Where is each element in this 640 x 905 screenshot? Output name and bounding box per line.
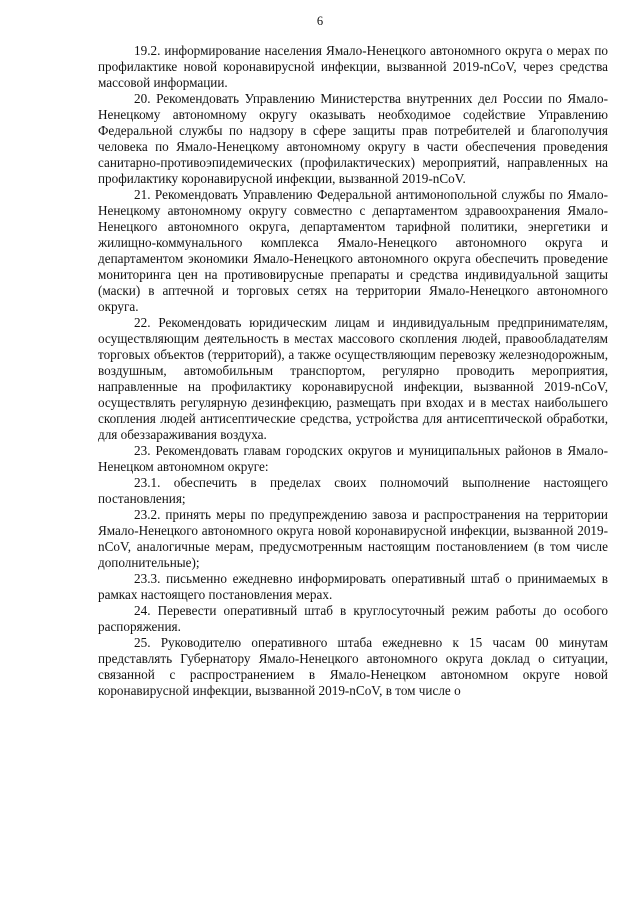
paragraph-19-2: 19.2. информирование населения Ямало-Ненецкого автономного округа о мерах по профилактике новой коронавирусной инфекции, вызванной 2019-nCoV, через средства массовой информации. — [98, 43, 608, 90]
document-body — [98, 43, 608, 699]
paragraph-22: 22. Рекомендовать юридическим лицам и индивидуальным предпринимателям, осуществляющим деятельность в местах массового скопления людей, правообладателям торговых объектов (территорий), а также осуществляющим перевозку железнодорожным, воздушным, автомобильным транспортом, регулярно проводить мероприятия, направленные на профилактику коронавирусной инфекции, вызванной 2019-nCoV, осуществлять регулярную дезинфекцию, размещать при входах и в местах наибольшего скопления людей антисептические средства, устройства для антисептической обработки, для обеззараживания воздуха. — [98, 315, 608, 442]
paragraph-23-3: 23.3. письменно ежедневно информировать оперативный штаб о принимаемых в рамках настоящего постановления мерах. — [98, 571, 608, 602]
paragraph-23-1: 23.1. обеспечить в пределах своих полномочий выполнение настоящего постановления; — [98, 475, 608, 506]
paragraph-23: 23. Рекомендовать главам городских округов и муниципальных районов в Ямало-Ненецком автономном округе: — [98, 443, 608, 474]
page-number: 6 — [316, 14, 324, 28]
paragraph-25: 25. Руководителю оперативного штаба ежедневно к 15 часам 00 минутам представлять Губернатору Ямало-Ненецкого автономного округа доклад о ситуации, связанной с распространением в Ямало-Ненецком автономном округе новой коронавирусной инфекции, вызванной 2019-nCoV, в том числе о — [98, 635, 608, 698]
paragraph-24: 24. Перевести оперативный штаб в круглосуточный режим работы до особого распоряжения. — [98, 603, 608, 634]
paragraph-21: 21. Рекомендовать Управлению Федеральной антимонопольной службы по Ямало-Ненецкому автономному округу совместно с департаментом здравоохранения Ямало-Ненецкого автономного округа, департаментом тарифной политики, энергетики и жилищно-коммунального комплекса Ямало-Ненецкого автономного округа и департаментом экономики Ямало-Ненецкого автономного округа обеспечить проведение мониторинга цен на противовирусные препараты и средства индивидуальной защиты (маски) в аптечной и торговых сетях на территории Ямало-Ненецкого автономного округа. — [98, 187, 608, 314]
paragraph-23-2: 23.2. принять меры по предупреждению завоза и распространения на территории Ямало-Ненецкого автономного округа новой коронавирусной инфекции, вызванной 2019-nCoV, аналогичные мерам, предусмотренным настоящим постановлением (в том числе дополнительные); — [98, 507, 608, 570]
paragraph-20: 20. Рекомендовать Управлению Министерства внутренних дел России по Ямало-Ненецкому автономному округу оказывать необходимое содействие Управлению Федеральной службы по надзору в сфере защиты прав потребителей и благополучия человека по Ямало-Ненецкому автономному округу в части обеспечения проведения санитарно-противоэпидемических (профилактических) мероприятий, направленных на профилактику коронавирусной инфекции, вызванной 2019-nCoV. — [98, 91, 608, 186]
